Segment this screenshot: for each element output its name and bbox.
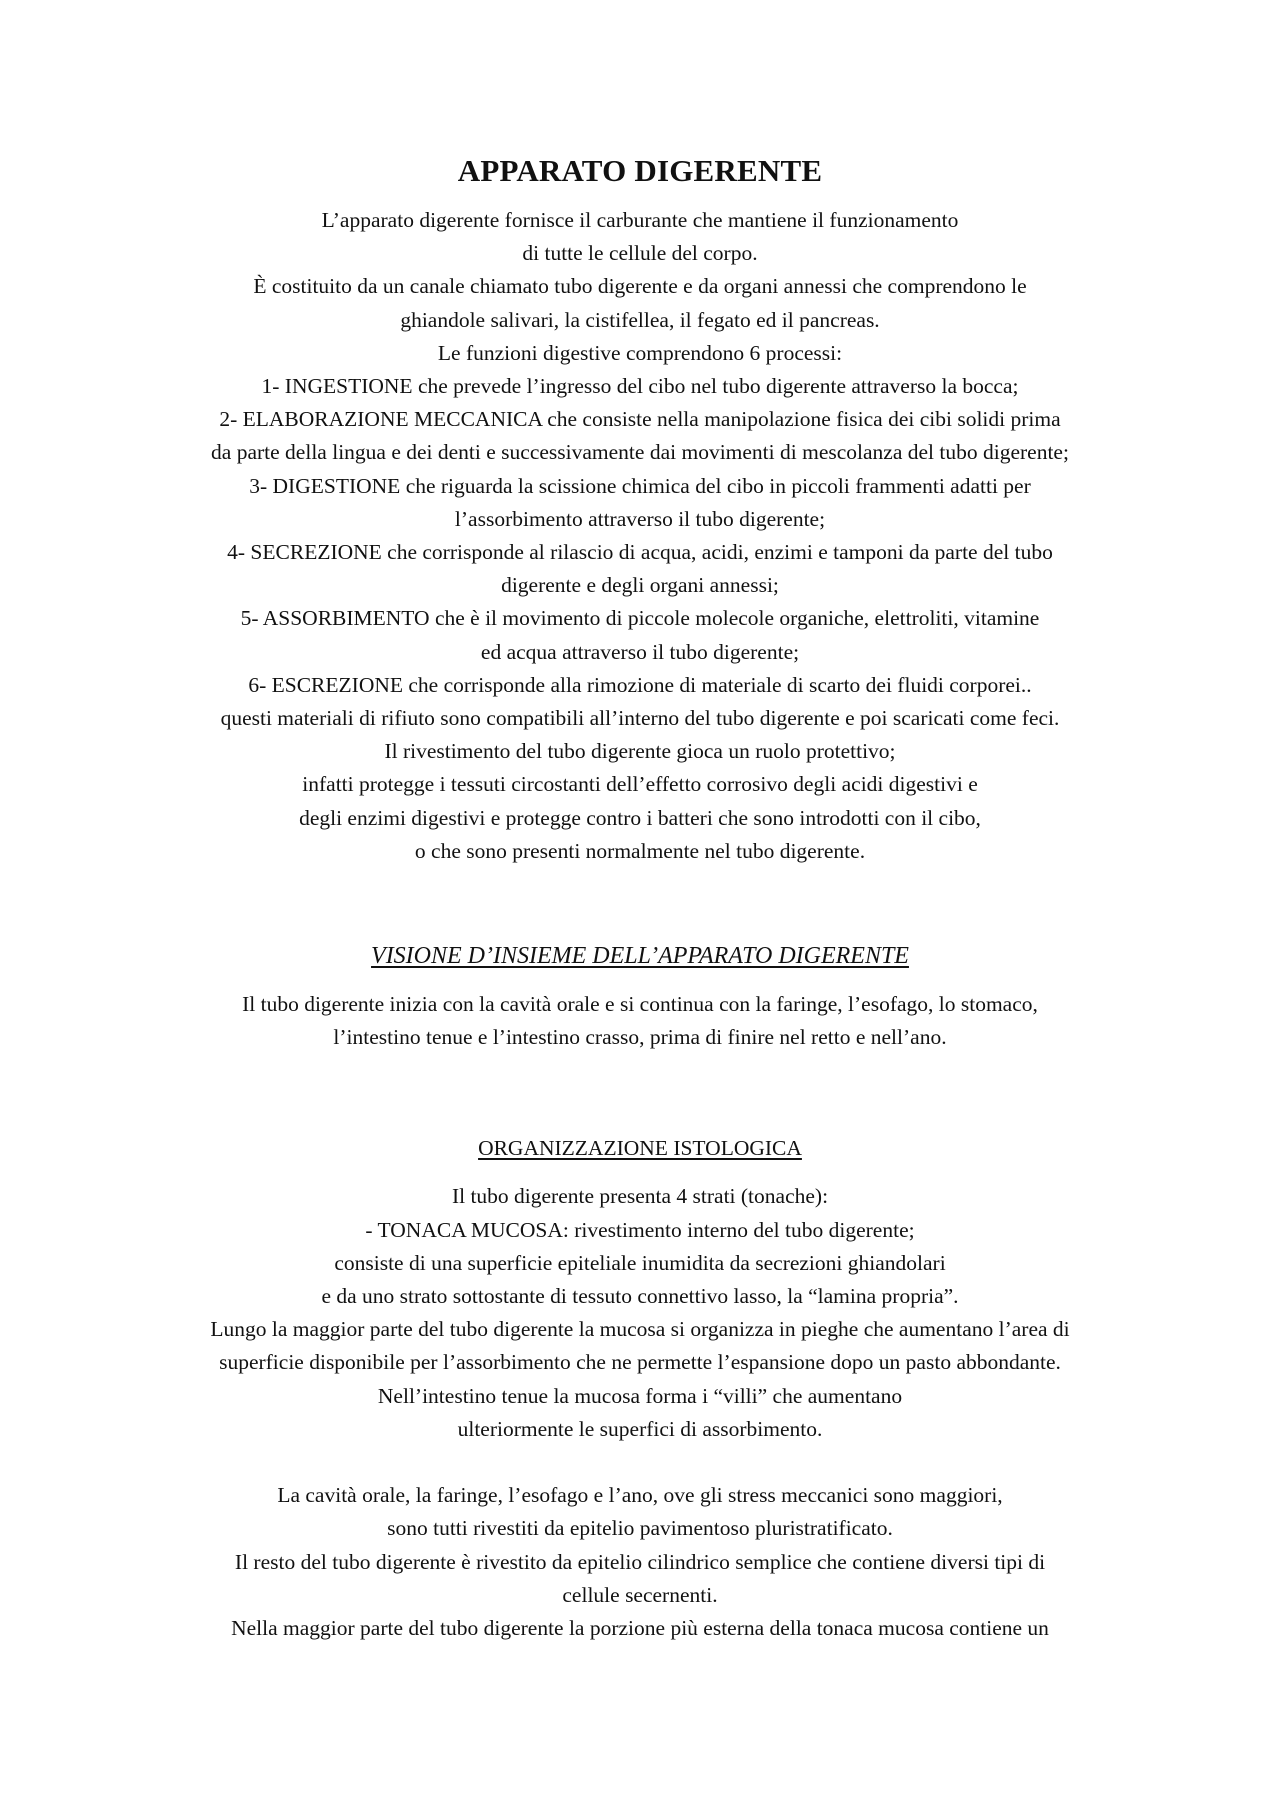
intro-line: 4- SECREZIONE che corrisponde al rilascio di acqua, acidi, enzimi e tamponi da parte del tubo: [227, 540, 1053, 565]
intro-line: questi materiali di rifiuto sono compatibili all’interno del tubo digerente e poi scaricati come feci.: [220, 706, 1060, 731]
overview-heading: VISIONE D’INSIEME DELL’APPARATO DIGERENTE: [371, 943, 909, 970]
histology-line: - TONACA MUCOSA: rivestimento interno del tubo digerente;: [365, 1217, 915, 1242]
intro-line: 3- DIGESTIONE che riguarda la scissione chimica del cibo in piccoli frammenti adatti per: [249, 473, 1031, 498]
histology-line: Il resto del tubo digerente è rivestito da epitelio cilindrico semplice che contiene diversi tipi di: [234, 1549, 1046, 1574]
histology-line: Nell’intestino tenue la mucosa forma i “villi” che aumentano: [377, 1383, 903, 1408]
histology-paragraph-two: [90, 1479, 1190, 1645]
intro-line: Il rivestimento del tubo digerente gioca un ruolo protettivo;: [384, 739, 896, 764]
overview-line: Il tubo digerente inizia con la cavità orale e si continua con la faringe, l’esofago, lo stomaco,: [242, 992, 1038, 1017]
intro-line: l’assorbimento attraverso il tubo digerente;: [454, 506, 826, 531]
intro-line: 2- ELABORAZIONE MECCANICA che consiste nella manipolazione fisica dei cibi solidi prima: [219, 407, 1061, 432]
intro-line: digerente e degli organi annessi;: [501, 573, 779, 598]
histology-line: Nella maggior parte del tubo digerente la porzione più esterna della tonaca mucosa contiene un: [231, 1615, 1049, 1640]
intro-line: 5- ASSORBIMENTO che è il movimento di piccole molecole organiche, elettroliti, vitamine: [240, 606, 1040, 631]
intro-line: Le funzioni digestive comprendono 6 processi:: [437, 340, 843, 365]
intro-line: o che sono presenti normalmente nel tubo digerente.: [414, 838, 866, 863]
histology-paragraph-one: [90, 1180, 1190, 1446]
intro-text: [90, 204, 1190, 868]
histology-line: Lungo la maggior parte del tubo digerente la mucosa si organizza in pieghe che aumentano l’area di: [210, 1317, 1070, 1342]
intro-line: 1- INGESTIONE che prevede l’ingresso del cibo nel tubo digerente attraverso la bocca;: [261, 374, 1019, 399]
histology-line: sono tutti rivestiti da epitelio pavimentoso pluristratificato.: [387, 1516, 893, 1541]
histology-line: consiste di una superficie epiteliale inumidita da secrezioni ghiandolari: [334, 1250, 946, 1275]
intro-line: di tutte le cellule del corpo.: [522, 241, 758, 266]
intro-line: da parte della lingua e dei denti e successivamente dai movimenti di mescolanza del tubo digerente;: [211, 440, 1069, 465]
histology-line: La cavità orale, la faringe, l’esofago e l’ano, ove gli stress meccanici sono maggiori,: [277, 1483, 1003, 1508]
histology-line: e da uno strato sottostante di tessuto connettivo lasso, la “lamina propria”.: [321, 1284, 959, 1309]
page-title: APPARATO DIGERENTE: [457, 153, 823, 188]
document-content: [90, 150, 1190, 1645]
intro-line: ed acqua attraverso il tubo digerente;: [480, 639, 800, 664]
histology-line: cellule secernenti.: [562, 1582, 718, 1607]
intro-line: È costituito da un canale chiamato tubo digerente e da organi annessi che comprendono le: [253, 274, 1027, 299]
overview-line: l’intestino tenue e l’intestino crasso, prima di finire nel retto e nell’ano.: [333, 1025, 947, 1050]
intro-line: infatti protegge i tessuti circostanti dell’effetto corrosivo degli acidi digestivi e: [302, 772, 978, 797]
histology-line: superficie disponibile per l’assorbimento che ne permette l’espansione dopo un pasto abbondante.: [219, 1350, 1061, 1375]
histology-heading: ORGANIZZAZIONE ISTOLOGICA: [478, 1136, 802, 1161]
intro-line: 6- ESCREZIONE che corrisponde alla rimozione di materiale di scarto dei fluidi corporei..: [248, 672, 1032, 697]
intro-line: L’apparato digerente fornisce il carburante che mantiene il funzionamento: [321, 208, 959, 232]
histology-line: ulteriormente le superfici di assorbimento.: [457, 1416, 823, 1441]
overview-text: [90, 988, 1190, 1054]
intro-line: ghiandole salivari, la cistifellea, il fegato ed il pancreas.: [400, 307, 880, 332]
intro-line: degli enzimi digestivi e protegge contro i batteri che sono introdotti con il cibo,: [299, 805, 981, 830]
histology-line: Il tubo digerente presenta 4 strati (tonache):: [451, 1184, 829, 1209]
